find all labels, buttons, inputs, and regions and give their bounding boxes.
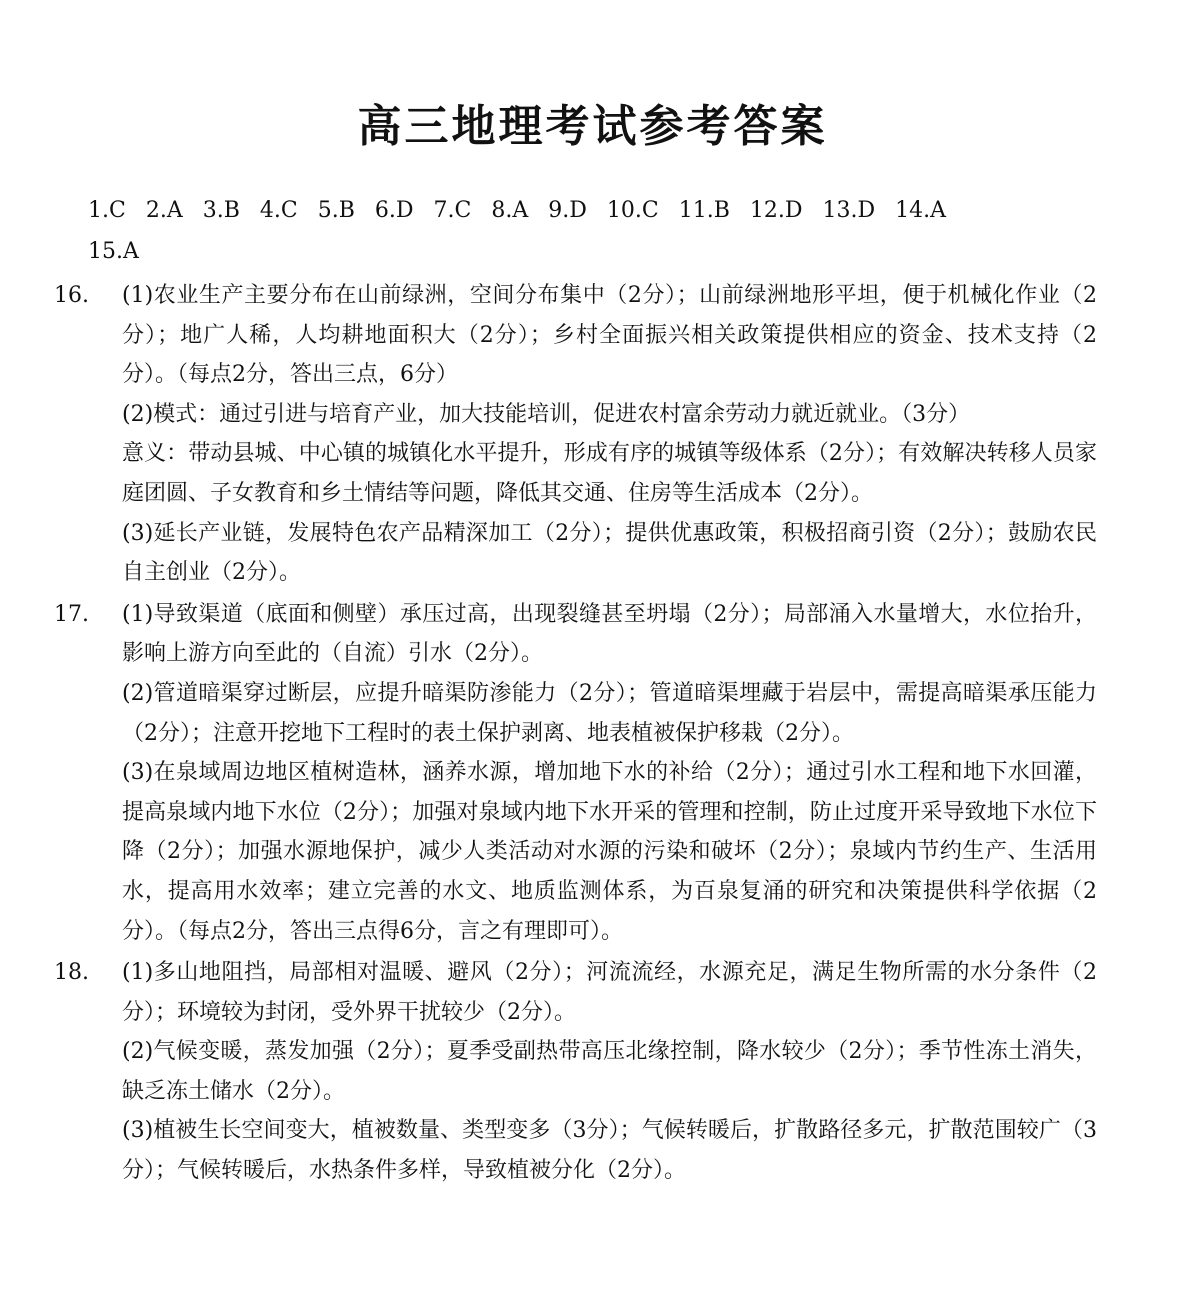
question-17-part-1	[54, 595, 1097, 674]
question-18-part-2: (2)气候变暖，蒸发加强（2分）；夏季受副热带高压北缘控制，降水较少（2分）；季节性冻土消失，缺乏冻土储水（2分）。	[122, 1039, 1097, 1104]
question-number: 17.	[54, 601, 89, 627]
mc-row-2	[88, 231, 1088, 272]
mc-answer: 2.A	[145, 198, 183, 223]
mc-answer: 12.D	[749, 198, 803, 223]
mc-answer: 7.C	[433, 198, 472, 223]
question-16	[54, 276, 1097, 593]
answer-text: (1)农业生产主要分布在山前绿洲，空间分布集中（2分）；山前绿洲地形平坦，便于机械化作业（2分）；地广人稀，人均耕地面积大（2分）；乡村全面振兴相关政策提供相应的资金、技术支持（2分）。（每点2分，答出三点，6分）	[122, 283, 1097, 388]
question-17-part-2: (2)管道暗渠穿过断层，应提升暗渠防渗能力（2分）；管道暗渠埋藏于岩层中，需提高暗渠承压能力（2分）；注意开挖地下工程时的表土保护剥离、地表植被保护移栽（2分）。	[122, 680, 1097, 746]
mc-answer: 4.C	[259, 198, 298, 223]
question-16-part-1	[54, 276, 1097, 395]
mc-answer: 6.D	[374, 198, 414, 223]
question-16-part-2: (2)模式：通过引进与培育产业，加大技能培训，促进农村富余劳动力就近就业。（3分）	[122, 401, 971, 427]
question-18	[54, 953, 1097, 1191]
mc-answer: 10.C	[606, 198, 659, 223]
mc-answer: 13.D	[822, 198, 876, 223]
mc-answer: 9.D	[548, 198, 587, 223]
mc-answer: 3.B	[202, 198, 240, 223]
answer-text: (1)导致渠道（底面和侧壁）承压过高，出现裂缝甚至坍塌（2分）；局部涌入水量增大，水位抬升，影响上游方向至此的（自流）引水（2分）。	[122, 601, 1097, 667]
question-17-part-3: (3)在泉域周边地区植树造林，涵养水源，增加地下水的补给（2分）；通过引水工程和地下水回灌，提高泉域内地下水位（2分）；加强对泉域内地下水开采的管理和控制，防止过度开采导致地下水位下降（2分）；加强水源地保护，减少人类活动对水源的污染和破坏（2分）；泉域内节约生产、生活用水，提高用水效率；建立完善的水文、地质监测体系，为百泉复涌的研究和决策提供科学依据（2分）。（每点2分，答出三点得6分，言之有理即可）。	[122, 760, 1097, 944]
multiple-choice-answers	[88, 190, 1088, 272]
question-18-part-1	[54, 953, 1097, 1032]
mc-answer: 5.B	[317, 198, 355, 223]
mc-answer: 11.B	[678, 198, 730, 223]
question-16-significance: 意义：带动县城、中心镇的城镇化水平提升，形成有序的城镇等级体系（2分）；有效解决转移人员家庭团圆、子女教育和乡土情结等问题，降低其交通、住房等生活成本（2分）。	[122, 441, 1097, 506]
question-number: 18.	[54, 960, 89, 986]
mc-answer: 1.C	[88, 198, 126, 223]
answer-text: (1)多山地阻挡，局部相对温暖、避风（2分）；河流流经，水源充足，满足生物所需的水分条件（2分）；环境较为封闭，受外界干扰较少（2分）。	[122, 960, 1097, 1025]
mc-answer: 8.A	[491, 198, 529, 223]
question-18-part-3: (3)植被生长空间变大，植被数量、类型变多（3分）；气候转暖后，扩散路径多元，扩散范围较广（3分）；气候转暖后，水热条件多样，导致植被分化（2分）。	[122, 1118, 1097, 1184]
question-16-part-3: (3)延长产业链，发展特色农产品精深加工（2分）；提供优惠政策，积极招商引资（2分）；鼓励农民自主创业（2分）。	[122, 520, 1097, 586]
document-title: 高三地理考试参考答案	[357, 101, 828, 152]
mc-row-1	[88, 190, 1088, 231]
question-17	[54, 595, 1097, 951]
mc-answer: 15.A	[88, 239, 139, 264]
mc-answer: 14.A	[895, 198, 947, 223]
question-number: 16.	[54, 283, 89, 308]
